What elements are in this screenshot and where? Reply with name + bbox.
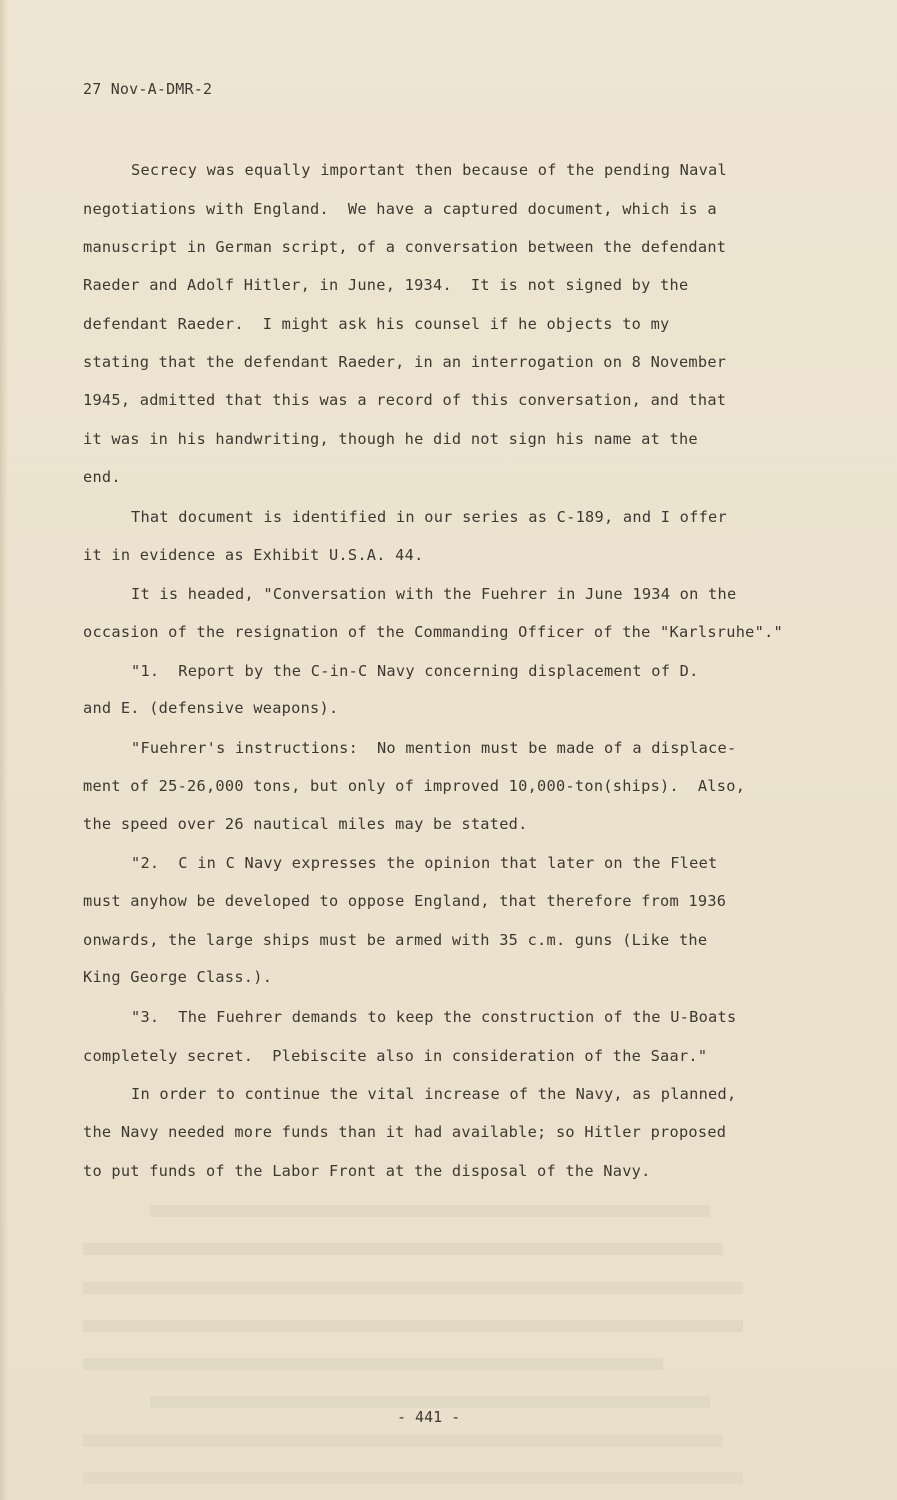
text-line: 1945, admitted that this was a record of this conversation, and that bbox=[83, 391, 727, 409]
text-line: manuscript in German script, of a conversation between the defendant bbox=[83, 238, 727, 256]
bleed-through-mark bbox=[150, 1396, 710, 1408]
page-number: - 441 - bbox=[397, 1408, 461, 1426]
text-line: "Fuehrer's instructions: No mention must be made of a displace- bbox=[131, 739, 737, 757]
bleed-through-mark bbox=[83, 1243, 723, 1255]
text-line: must anyhow be developed to oppose England, that therefore from 1936 bbox=[83, 892, 727, 910]
text-line: to put funds of the Labor Front at the disposal of the Navy. bbox=[83, 1162, 651, 1180]
document-header: 27 Nov-A-DMR-2 bbox=[83, 80, 213, 98]
bleed-through-mark bbox=[83, 1435, 723, 1447]
bleed-through-mark bbox=[83, 1282, 743, 1294]
text-line: onwards, the large ships must be armed with 35 c.m. guns (Like the bbox=[83, 931, 708, 949]
text-line: end. bbox=[83, 468, 121, 486]
text-line: the Navy needed more funds than it had available; so Hitler proposed bbox=[83, 1123, 727, 1141]
text-line: occasion of the resignation of the Commanding Officer of the "Karlsruhe"." bbox=[83, 623, 784, 641]
text-line: and E. (defensive weapons). bbox=[83, 699, 339, 717]
text-line: negotiations with England. We have a captured document, which is a bbox=[83, 200, 717, 218]
bleed-through-mark bbox=[83, 1472, 743, 1484]
text-line: "2. C in C Navy expresses the opinion that later on the Fleet bbox=[131, 854, 718, 872]
text-line: ment of 25-26,000 tons, but only of improved 10,000-ton(ships). Also, bbox=[83, 777, 746, 795]
text-line: defendant Raeder. I might ask his counsel if he objects to my bbox=[83, 315, 670, 333]
text-line: Raeder and Adolf Hitler, in June, 1934. It is not signed by the bbox=[83, 276, 689, 294]
text-line: "1. Report by the C-in-C Navy concerning displacement of D. bbox=[131, 662, 699, 680]
text-line: completely secret. Plebiscite also in consideration of the Saar." bbox=[83, 1047, 708, 1065]
text-line: In order to continue the vital increase of the Navy, as planned, bbox=[131, 1085, 737, 1103]
text-line: King George Class.). bbox=[83, 968, 273, 986]
text-line: Secrecy was equally important then because of the pending Naval bbox=[131, 161, 727, 179]
text-line: That document is identified in our series as C-189, and I offer bbox=[131, 508, 727, 526]
text-line: stating that the defendant Raeder, in an interrogation on 8 November bbox=[83, 353, 727, 371]
page-edge-shadow bbox=[0, 0, 8, 1500]
bleed-through-mark bbox=[83, 1358, 663, 1370]
text-line: it in evidence as Exhibit U.S.A. 44. bbox=[83, 546, 424, 564]
text-line: it was in his handwriting, though he did not sign his name at the bbox=[83, 430, 698, 448]
text-line: It is headed, "Conversation with the Fuehrer in June 1934 on the bbox=[131, 585, 737, 603]
bleed-through-mark bbox=[83, 1320, 743, 1332]
text-line: "3. The Fuehrer demands to keep the construction of the U-Boats bbox=[131, 1008, 737, 1026]
bleed-through-mark bbox=[150, 1205, 710, 1217]
text-line: the speed over 26 nautical miles may be stated. bbox=[83, 815, 528, 833]
